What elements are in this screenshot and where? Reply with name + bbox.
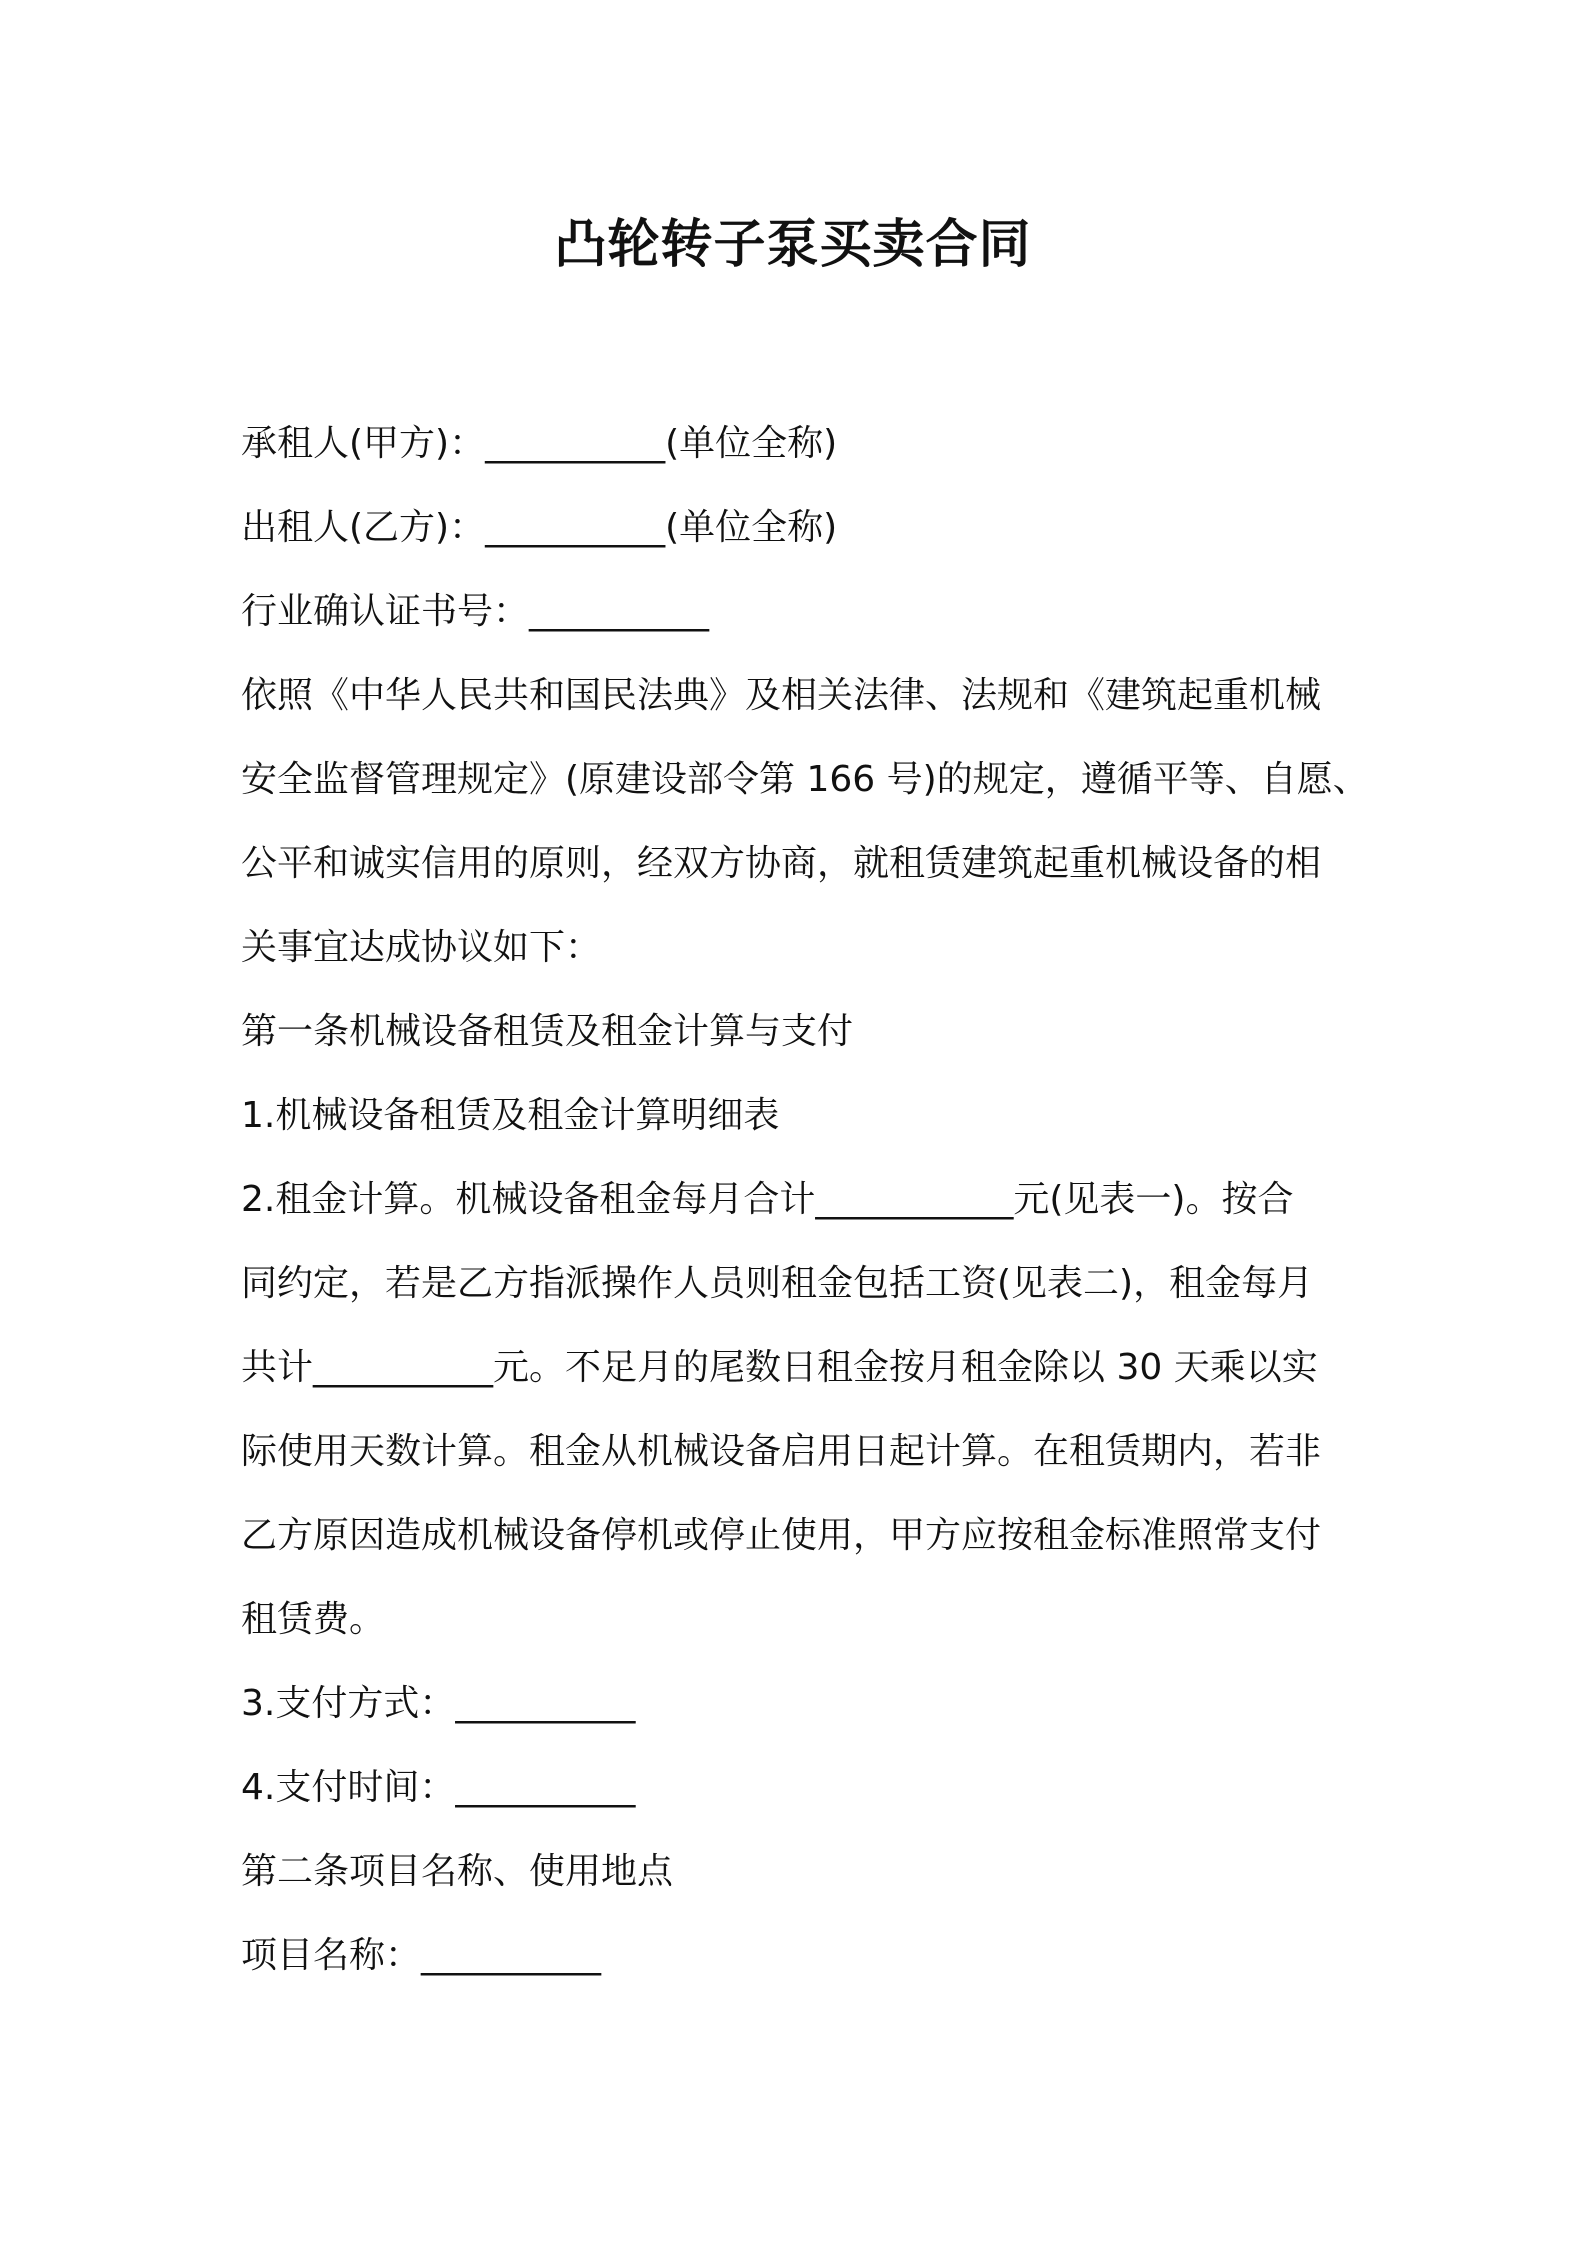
item-2-paragraph: [241, 1158, 1351, 1662]
lessor-line: 出租人(乙方)：__________(单位全称): [241, 507, 838, 548]
document-title: 凸轮转子泵买卖合同: [554, 215, 1032, 275]
article-2-heading: 第二条项目名称、使用地点: [241, 1851, 674, 1892]
item-2-line: 同约定，若是乙方指派操作人员则租金包括工资(见表二)，租金每月: [241, 1263, 1314, 1304]
certificate-number-line: 行业确认证书号：__________: [241, 591, 710, 632]
item-2-line: 乙方原因造成机械设备停机或停止使用，甲方应按租金标准照常支付: [241, 1515, 1322, 1556]
document-body: [241, 402, 1369, 1998]
item-3-payment-method: 3.支付方式：__________: [241, 1683, 636, 1724]
item-2-line: 2.租金计算。机械设备租金每月合计___________元(见表一)。按合: [241, 1179, 1294, 1220]
item-2-line: 租赁费。: [241, 1599, 386, 1640]
item-1: 1.机械设备租赁及租金计算明细表: [241, 1095, 780, 1136]
intro-line: 公平和诚实信用的原则，经双方协商，就租赁建筑起重机械设备的相: [241, 843, 1322, 884]
intro-paragraph: [241, 654, 1369, 990]
item-2-line: 际使用天数计算。租金从机械设备启用日起计算。在租赁期内，若非: [241, 1431, 1322, 1472]
lessee-line: 承租人(甲方)：__________(单位全称): [241, 423, 838, 464]
project-name-line: 项目名称：__________: [241, 1935, 602, 1976]
article-1-heading: 第一条机械设备租赁及租金计算与支付: [241, 1011, 854, 1052]
intro-line: 安全监督管理规定》(原建设部令第 166 号)的规定，遵循平等、自愿、: [241, 759, 1369, 800]
intro-line: 依照《中华人民共和国民法典》及相关法律、法规和《建筑起重机械: [241, 675, 1322, 716]
item-4-payment-time: 4.支付时间：__________: [241, 1767, 636, 1808]
item-2-line: 共计__________元。不足月的尾数日租金按月租金除以 30 天乘以实: [241, 1347, 1318, 1388]
intro-line: 关事宜达成协议如下：: [241, 927, 602, 968]
